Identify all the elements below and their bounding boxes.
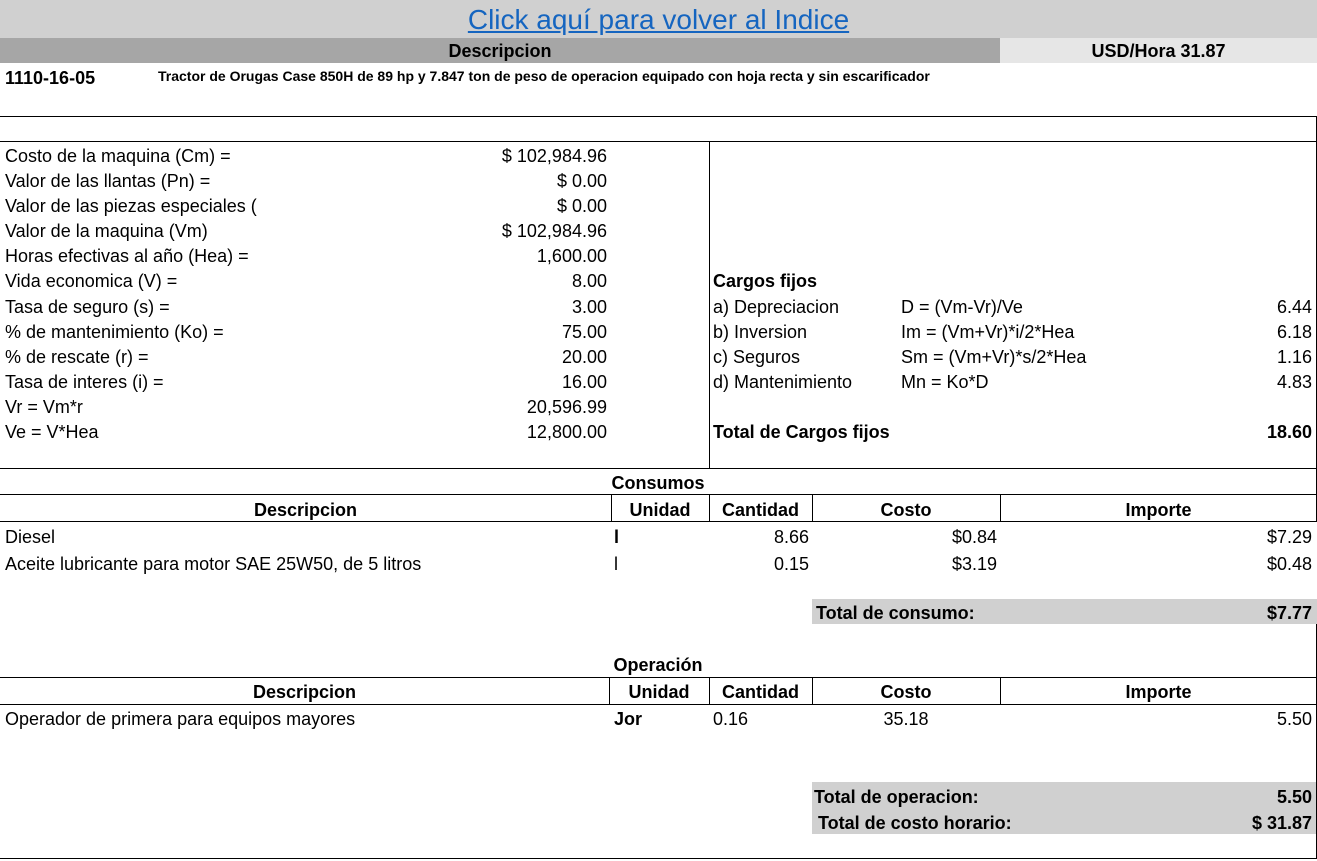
- col-header-cantidad: Cantidad: [721, 500, 799, 520]
- consumos-title: Consumos: [611, 473, 705, 493]
- param-label: % de rescate (r) =: [5, 347, 149, 367]
- param-value: 8.00: [571, 271, 607, 291]
- cargos-total-label: Total de Cargos fijos: [713, 422, 890, 442]
- param-label: Ve = V*Hea: [5, 422, 99, 442]
- cargo-formula: D = (Vm-Vr)/Ve: [901, 297, 1023, 317]
- consumo-unidad: l: [614, 527, 620, 547]
- cargo-name: d) Mantenimiento: [713, 372, 853, 392]
- border: [0, 858, 1317, 859]
- border: [0, 116, 1317, 117]
- cargo-name: a) Depreciacion: [713, 297, 840, 317]
- col-header-importe: Importe: [1125, 500, 1192, 520]
- consumo-importe: $0.48: [1266, 554, 1312, 574]
- consumo-desc: Aceite lubricante para motor SAE 25W50, de 5 litros: [5, 554, 422, 574]
- param-label: Tasa de seguro (s) =: [5, 297, 170, 317]
- col-header-costo: Costo: [880, 500, 932, 520]
- operacion-total-value: 5.50: [1276, 787, 1312, 807]
- machine-code: 1110-16-05: [5, 68, 96, 88]
- machine-title: Tractor de Orugas Case 850H de 89 hp y 7.847 ton de peso de operacion equipado con hoja recta y sin escarificador: [158, 68, 930, 84]
- back-to-index-link[interactable]: Click aquí para volver al Indice: [467, 4, 850, 35]
- col-header-unidad: Unidad: [629, 500, 691, 520]
- cargo-name: c) Seguros: [713, 347, 801, 367]
- param-label: Tasa de interes (i) =: [5, 372, 164, 392]
- consumo-importe: $7.29: [1266, 527, 1312, 547]
- col-header-desc: Descripcion: [253, 500, 358, 520]
- consumo-costo: $3.19: [951, 554, 997, 574]
- operacion-unidad: Jor: [614, 709, 643, 729]
- param-label: Vr = Vm*r: [5, 397, 83, 417]
- border: [0, 521, 1317, 522]
- cargos-title: Cargos fijos: [713, 271, 818, 291]
- operacion-importe: 5.50: [1276, 709, 1312, 729]
- border: [709, 141, 710, 469]
- param-label: Valor de la maquina (Vm): [5, 221, 208, 241]
- cargo-value: 6.18: [1276, 322, 1312, 342]
- param-value: 20,596.99: [526, 397, 607, 417]
- operacion-title: Operación: [613, 655, 703, 675]
- consumo-cantidad: 8.66: [773, 527, 809, 547]
- col-header-unidad: Unidad: [628, 682, 690, 702]
- cargo-value: 4.83: [1276, 372, 1312, 392]
- cargos-total-value: 18.60: [1266, 422, 1312, 442]
- param-value: $ 0.00: [556, 196, 607, 216]
- param-label: Valor de las llantas (Pn) =: [5, 171, 211, 191]
- consumo-desc: Diesel: [5, 527, 56, 547]
- cargo-value: 6.44: [1276, 297, 1312, 317]
- param-value: 3.00: [571, 297, 607, 317]
- param-value: $ 0.00: [556, 171, 607, 191]
- consumo-cantidad: 0.15: [773, 554, 809, 574]
- param-value: $ 102,984.96: [501, 146, 607, 166]
- cargo-value: 1.16: [1276, 347, 1312, 367]
- consumo-total-value: $7.77: [1266, 603, 1312, 623]
- col-header-desc: Descripcion: [252, 682, 357, 702]
- border: [0, 677, 1317, 678]
- param-value: $ 102,984.96: [501, 221, 607, 241]
- consumo-unidad: l: [614, 554, 618, 574]
- param-value: 12,800.00: [526, 422, 607, 442]
- col-header-costo: Costo: [880, 682, 932, 702]
- param-value: 1,600.00: [536, 246, 607, 266]
- operacion-costo: 35.18: [883, 709, 929, 729]
- operacion-desc: Operador de primera para equipos mayores: [5, 709, 356, 729]
- param-value: 16.00: [561, 372, 607, 392]
- consumo-total-label: Total de consumo:: [816, 603, 975, 623]
- param-label: Valor de las piezas especiales (: [5, 196, 257, 216]
- operacion-total-label: Total de operacion:: [814, 787, 979, 807]
- col-header-cantidad: Cantidad: [721, 682, 799, 702]
- param-label: Costo de la maquina (Cm) =: [5, 146, 231, 166]
- border: [0, 141, 1317, 142]
- cargo-name: b) Inversion: [713, 322, 808, 342]
- param-label: % de mantenimiento (Ko) =: [5, 322, 224, 342]
- grand-total-value: $ 31.87: [1251, 813, 1312, 833]
- param-label: Vida economica (V) =: [5, 271, 178, 291]
- consumo-costo: $0.84: [951, 527, 997, 547]
- param-label: Horas efectivas al año (Hea) =: [5, 246, 249, 266]
- border: [0, 704, 1317, 705]
- cargo-formula: Im = (Vm+Vr)*i/2*Hea: [901, 322, 1075, 342]
- border: [0, 468, 1317, 469]
- cargo-formula: Sm = (Vm+Vr)*s/2*Hea: [901, 347, 1087, 367]
- cargo-formula: Mn = Ko*D: [901, 372, 989, 392]
- usd-per-hour: USD/Hora 31.87: [1091, 41, 1226, 61]
- param-value: 20.00: [561, 347, 607, 367]
- param-value: 75.00: [561, 322, 607, 342]
- description-header: Descripcion: [448, 41, 552, 61]
- col-header-importe: Importe: [1125, 682, 1192, 702]
- border: [0, 494, 1317, 495]
- grand-total-label: Total de costo horario:: [818, 813, 1012, 833]
- operacion-cantidad: 0.16: [713, 709, 749, 729]
